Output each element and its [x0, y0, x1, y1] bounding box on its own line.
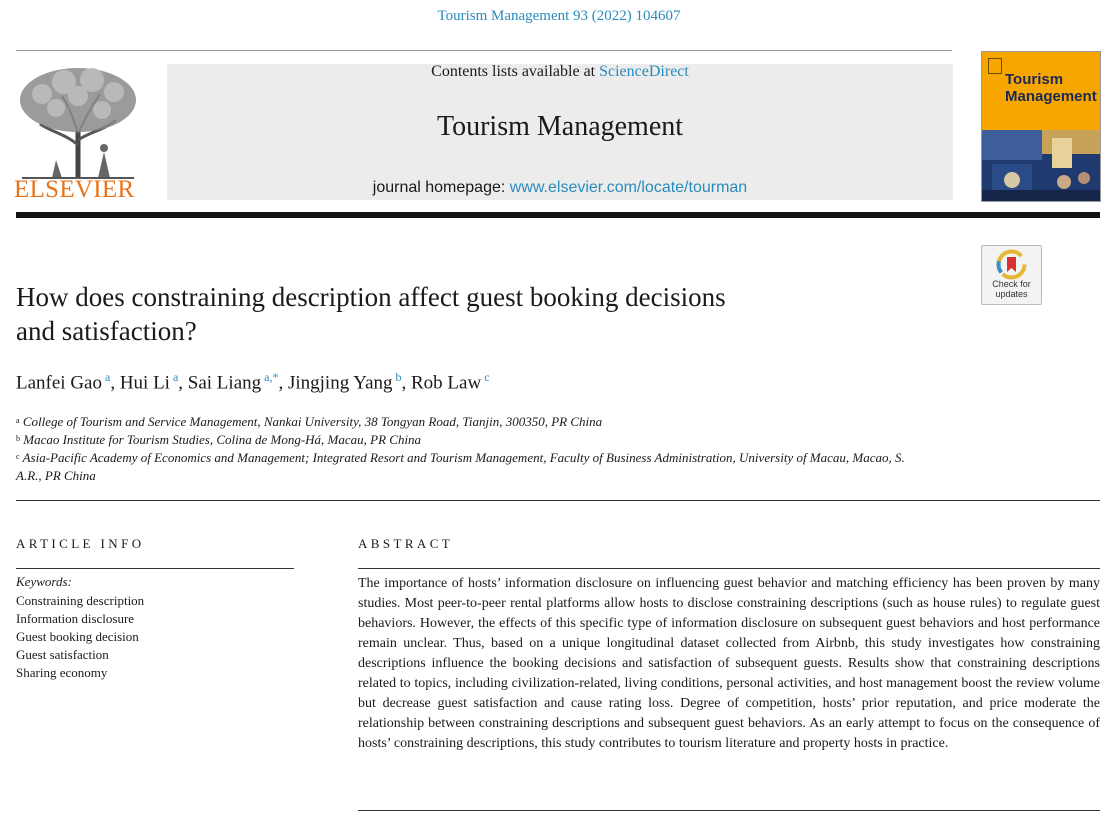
author-affiliation-marker[interactable]: c [484, 370, 490, 384]
keyword-item[interactable]: Constraining description [16, 593, 145, 608]
abstract-text: The importance of hosts’ information disclosure on influencing guest behavior and matching efficiency has been proven by many studies. Most peer-to-peer rental platforms allow hosts to disclose constraining descriptions (such as house rules) to regulate guest behaviors. However, the effects of this specific type of information disclosure on subsequent guest behaviors and host performance remain unclear. Thus, based on a unique longitudinal dataset collected from Airbnb, this study investigates how constraining descriptions influence the booking decisions and satisfaction of subsequent guests. Results show that constraining descriptions related to topics, including civilization-related, living conditions, personal activities, and host management boost the review volume but decrease guest satisfaction and cause rating loss. Degree of competition, hosts’ prior reputation, and price moderate the relationship between constraining descriptions and subsequent guest behaviors. As an early attempt to focus on the consequence of hosts’ constraining descriptions, this study contributes to tourism literature and property hosts in practice. [358, 576, 1100, 751]
header-bottom-divider [16, 212, 1100, 218]
keywords-list [16, 592, 144, 682]
cover-title-line2: Management [1005, 88, 1097, 105]
article-title-line2: and satisfaction? [16, 316, 197, 346]
keyword-item[interactable]: Sharing economy [16, 665, 108, 680]
author-list: Lanfei Gao $^a$, Hui Li $^a$, Sai Liang $^{a,*}$, Jingjing Yang $^b$, Rob Law $^c$ [16, 370, 490, 394]
keyword-item[interactable]: Guest satisfaction [16, 647, 109, 662]
abstract-bottom-divider [358, 810, 1100, 811]
author-name[interactable]: Rob Law [411, 372, 482, 394]
contents-availability-line [167, 63, 953, 81]
sciencedirect-link[interactable]: ScienceDirect [599, 63, 689, 80]
header-top-divider [16, 50, 952, 51]
keywords-label: Keywords: [16, 574, 72, 589]
check-updates-icon [996, 249, 1027, 280]
affiliation-divider [16, 500, 1100, 501]
article-info-heading: ARTICLE INFO [16, 536, 145, 551]
article-info-divider [16, 568, 294, 569]
affiliation-a: $^a$ College of Tourism and Service Management, Nankai University, 38 Tongyan Road, Tianjin, 300350, PR China [16, 414, 603, 429]
check-updates-label [982, 279, 1041, 299]
author-name[interactable]: Sai Liang [187, 372, 262, 394]
affiliation-c-continued: A.R., PR China [16, 468, 96, 483]
journal-homepage-line [167, 179, 953, 197]
cover-photo-icon [982, 130, 1100, 202]
article-title-line1: How does constraining description affect guest booking decisions [16, 282, 726, 312]
check-for-updates-button[interactable] [981, 245, 1042, 305]
cover-title [1005, 71, 1097, 105]
homepage-prefix: journal homepage: [372, 179, 510, 196]
check-updates-line1: Check for [992, 279, 1031, 289]
contents-prefix: Contents lists available at [431, 63, 600, 80]
affiliation-b: $^b$ Macao Institute for Tourism Studies, Colina de Mong-Há, Macau, PR China [16, 432, 422, 447]
affiliation-c: $^c$ Asia-Pacific Academy of Economics and Management; Integrated Resort and Tourism Management, Faculty of Business Administration, University of Macau, Macao, S. [16, 450, 905, 465]
abstract-heading: ABSTRACT [358, 536, 454, 551]
journal-citation-link[interactable]: Tourism Management 93 (2022) 104607 [437, 8, 681, 24]
journal-title: Tourism Management [436, 111, 684, 142]
author-affiliation-marker[interactable]: b [395, 370, 402, 384]
journal-homepage-link[interactable]: www.elsevier.com/locate/tourman [509, 179, 748, 196]
cover-title-line1: Tourism [1005, 71, 1064, 88]
author-name[interactable]: Hui Li [119, 372, 170, 394]
author-name[interactable]: Lanfei Gao [16, 372, 102, 394]
article-title [16, 280, 916, 348]
keyword-item[interactable]: Guest booking decision [16, 629, 139, 644]
journal-cover-image[interactable] [981, 51, 1101, 202]
publisher-name: ELSEVIER [14, 176, 135, 203]
author-affiliation-marker[interactable]: a [172, 370, 179, 384]
abstract-divider [358, 568, 1100, 569]
author-name[interactable]: Jingjing Yang [287, 372, 393, 394]
keyword-item[interactable]: Information disclosure [16, 611, 135, 626]
author-affiliation-marker[interactable]: a,* [264, 370, 279, 384]
cover-publisher-icon [988, 58, 1002, 74]
author-affiliation-marker[interactable]: a [104, 370, 111, 384]
check-updates-line2: updates [995, 289, 1028, 299]
